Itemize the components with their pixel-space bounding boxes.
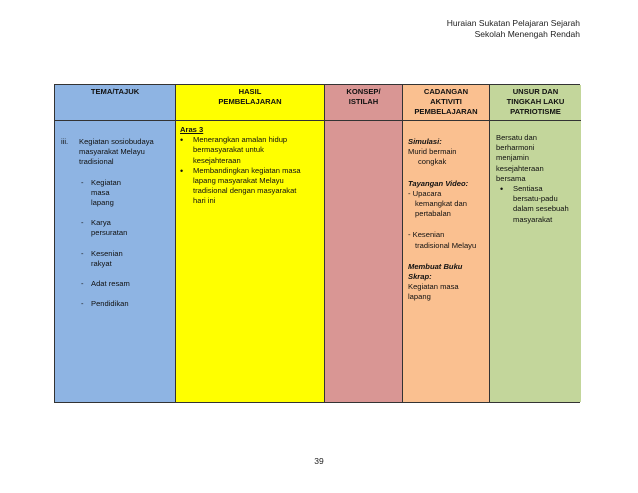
buku-skrap-text: Kegiatan masa lapang bbox=[408, 282, 459, 302]
column-cadangan-aktiviti bbox=[403, 85, 490, 402]
aktiviti-content bbox=[403, 121, 489, 402]
aras-label: Aras 3 bbox=[180, 125, 204, 134]
hasil-content bbox=[176, 121, 324, 402]
tayangan-item: - Kesenian tradisional Melayu bbox=[408, 230, 477, 250]
column-hasil-pembelajaran bbox=[176, 85, 325, 402]
syllabus-table bbox=[54, 84, 580, 403]
column-header-unsur: UNSUR DAN TINGKAH LAKU PATRIOTISME bbox=[490, 85, 581, 121]
buku-skrap-heading: Membuat Buku Skrap: bbox=[408, 261, 463, 282]
column-header-cadangan: CADANGAN AKTIVITI PEMBELAJARAN bbox=[403, 85, 489, 121]
header-line-2: Sekolah Menengah Rendah bbox=[474, 29, 580, 39]
page-number: 39 bbox=[314, 456, 324, 466]
column-konsep-istilah bbox=[325, 85, 403, 402]
simulasi-heading: Simulasi: bbox=[408, 137, 442, 146]
hasil-bullet-item: • Menerangkan amalan hidup bermasyarakat untuk kesejahteraan bbox=[180, 135, 288, 165]
subtopic-item: - Kegiatan masa lapang bbox=[81, 177, 121, 208]
tema-title: Kegiatan sosiobudaya masyarakat Melayu tradisional bbox=[79, 137, 154, 167]
unsur-bullet-item: • Sentiasa bersatu-padu dalam sesebuah masyarakat bbox=[500, 184, 569, 224]
unsur-text: Bersatu dan berharmoni menjamin kesejahteraan bersama bbox=[496, 133, 544, 183]
tayangan-heading: Tayangan Video: bbox=[408, 178, 469, 188]
tema-content bbox=[55, 121, 175, 402]
column-header-hasil: HASIL PEMBELAJARAN bbox=[176, 85, 324, 121]
column-unsur-patriotisme bbox=[490, 85, 581, 402]
column-header-tema: TEMA/TAJUK bbox=[55, 85, 175, 121]
subtopic-item: - Kesenian rakyat bbox=[81, 248, 123, 268]
bullet-icon: • bbox=[500, 184, 504, 195]
subtopic-item: - Karya persuratan bbox=[81, 218, 128, 238]
column-tema-tajuk bbox=[55, 85, 176, 402]
subtopic-item: - Adat resam bbox=[81, 279, 130, 289]
tema-number: iii. bbox=[61, 137, 69, 146]
simulasi-text: Murid bermain congkak bbox=[408, 147, 457, 167]
document-header bbox=[447, 18, 580, 40]
column-header-konsep: KONSEP/ ISTILAH bbox=[325, 85, 402, 121]
tema-item bbox=[61, 137, 171, 168]
header-line-1: Huraian Sukatan Pelajaran Sejarah bbox=[446, 18, 580, 28]
hasil-bullet-item: • Membandingkan kegiatan masa lapang masyarakat Melayu tradisional dengan masyarakat hari ini bbox=[180, 165, 301, 206]
konsep-content bbox=[325, 121, 402, 402]
bullet-icon: • bbox=[180, 135, 184, 146]
bullet-icon: • bbox=[180, 165, 184, 176]
subtopic-item: - Pendidikan bbox=[81, 299, 129, 309]
unsur-content bbox=[490, 121, 581, 402]
tayangan-item: - Upacara kemangkat dan pertabalan bbox=[408, 188, 467, 219]
